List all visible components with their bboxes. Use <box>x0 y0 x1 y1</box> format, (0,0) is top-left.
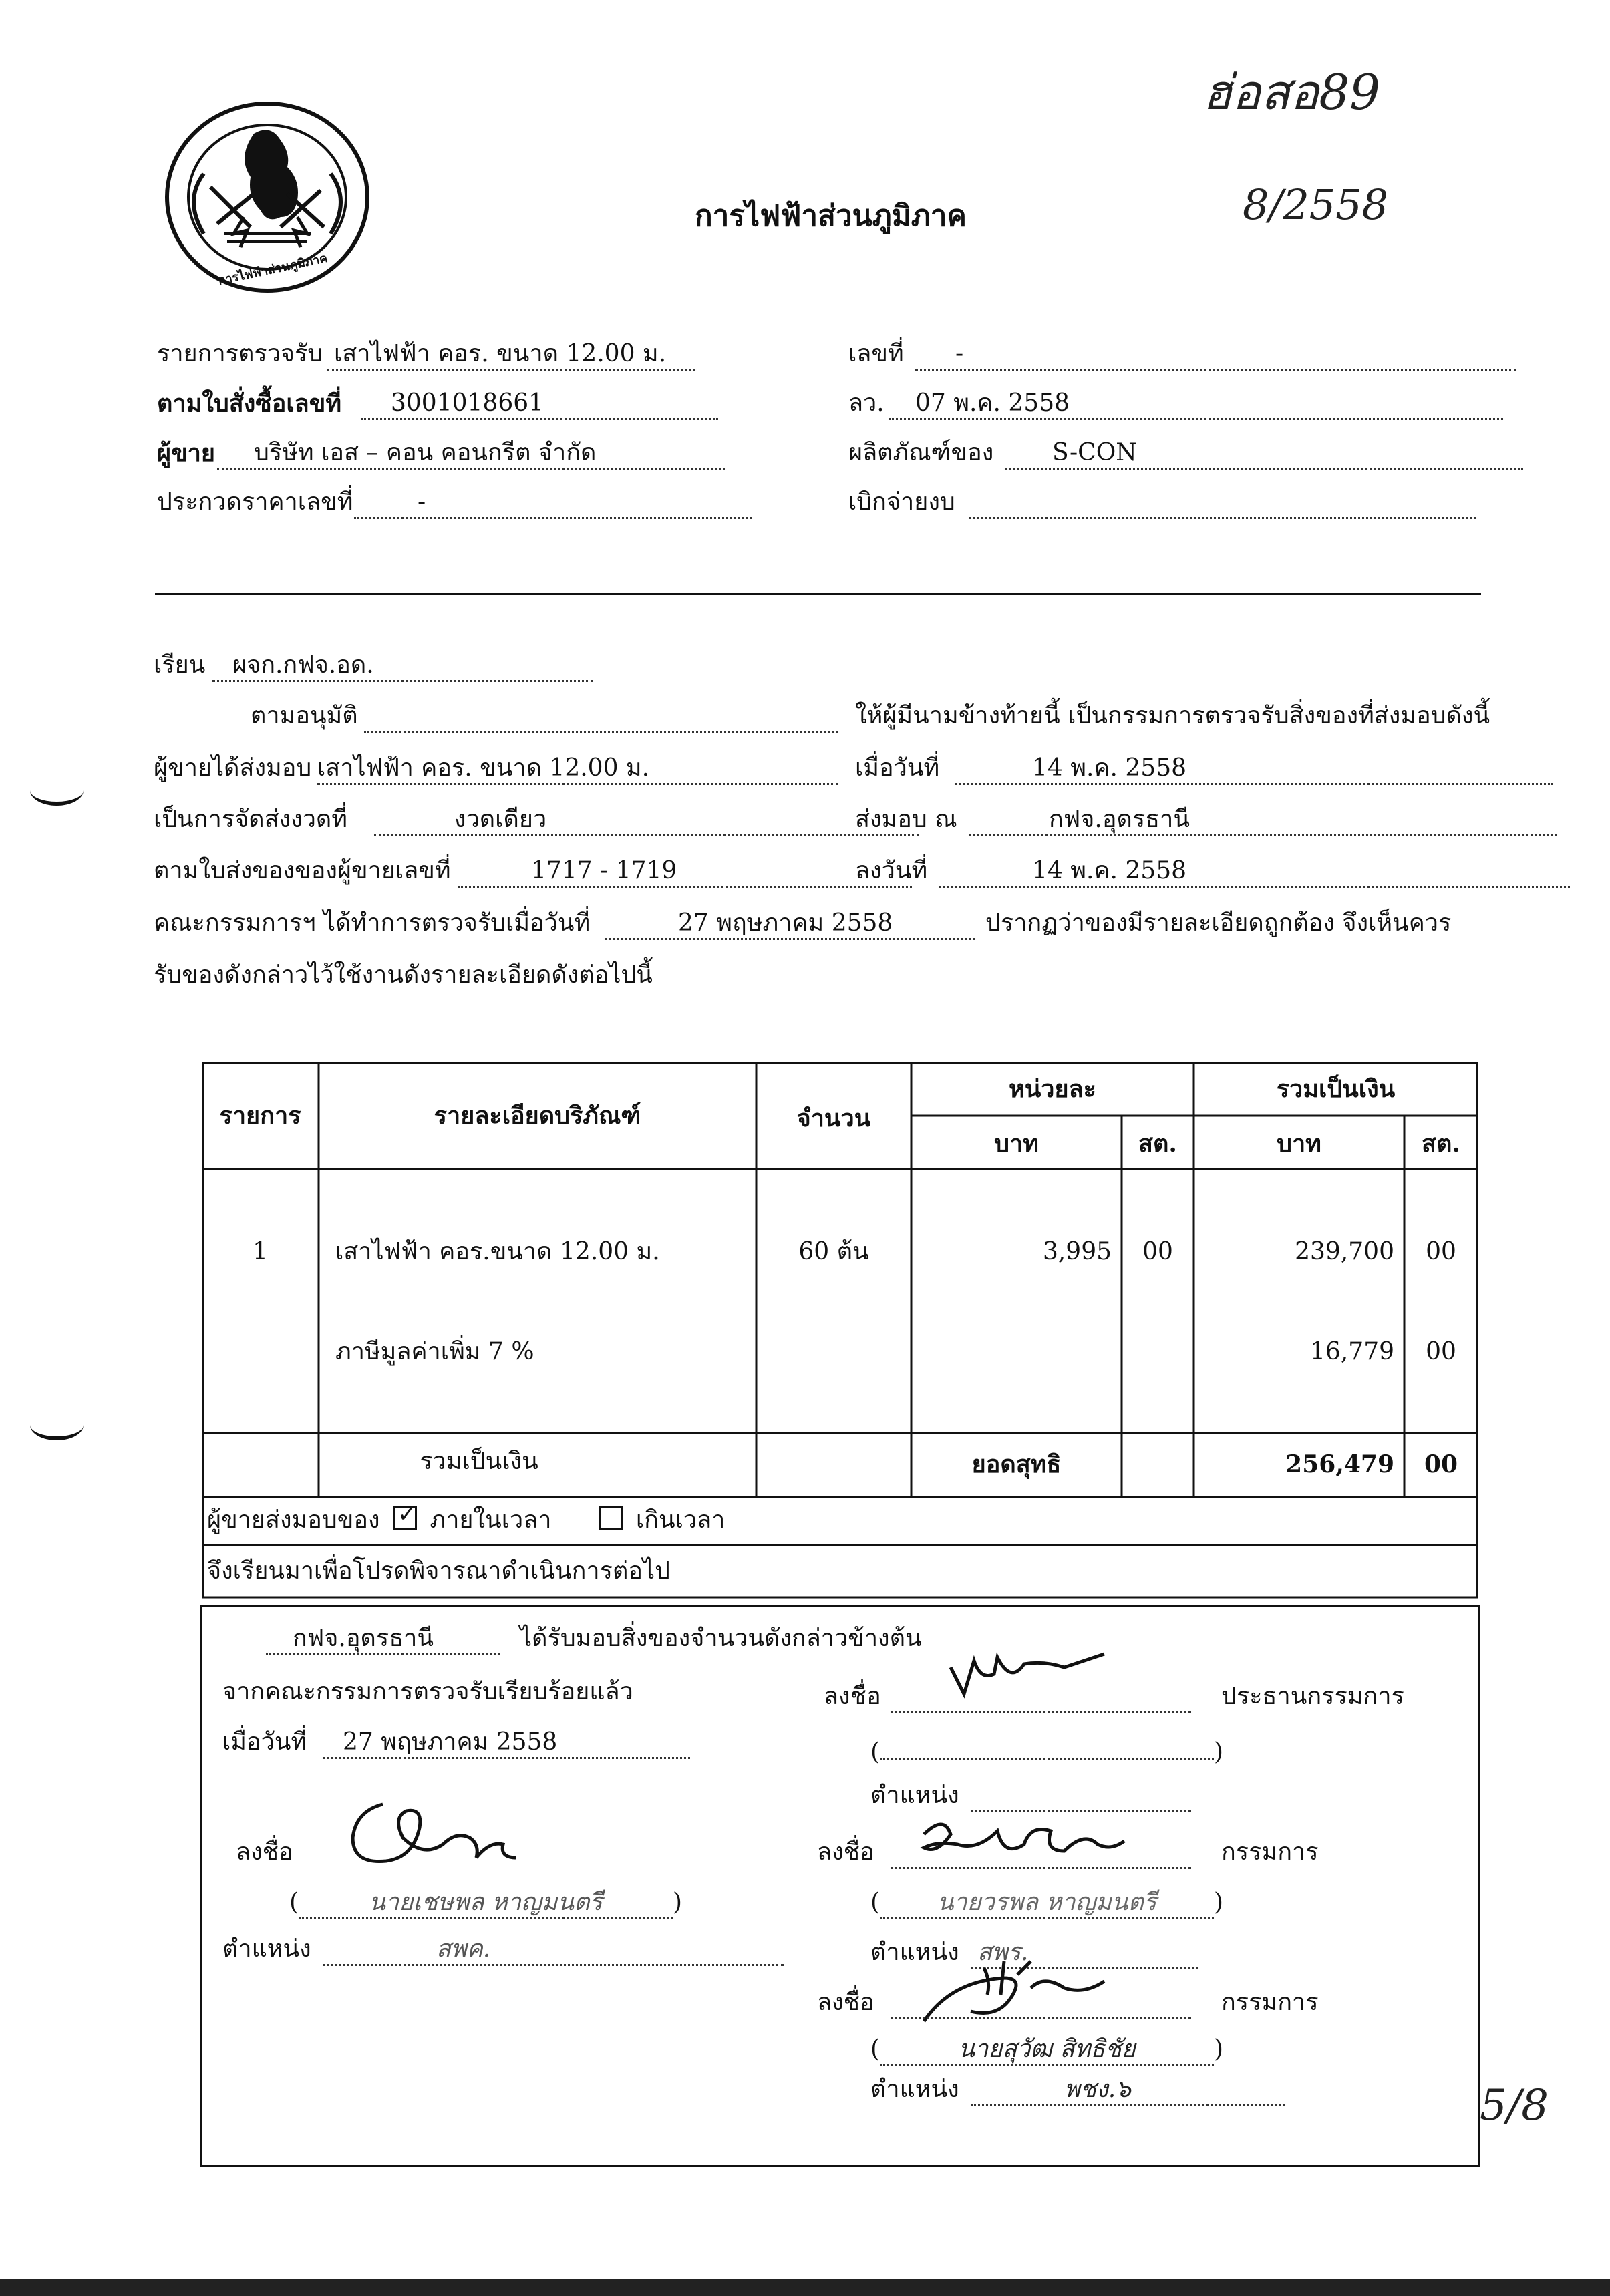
member1-position-label: ตำแหน่ง <box>870 1939 959 1966</box>
divider-line <box>155 593 1481 595</box>
row1-qty: 60 ต้น <box>798 1238 869 1265</box>
inspection-label: รายการตรวจรับ <box>157 340 323 367</box>
scan-edge-mark-2 <box>30 1410 84 1440</box>
chairman-name: ( ) <box>870 1731 1223 1767</box>
on-time-checkbox[interactable] <box>393 1501 417 1530</box>
closing-text: จึงเรียนมาเพื่อโปรดพิจารณาดำเนินการต่อไป <box>207 1557 670 1585</box>
inspection-value: เสาไฟฟ้า คอร. ขนาด 12.00 ม. <box>327 339 695 371</box>
member1-sign-label: ลงชื่อ <box>817 1838 874 1866</box>
check-mark-icon: ✓ <box>397 1501 417 1528</box>
chairman-role: ประธานกรรมการ <box>1221 1683 1404 1710</box>
to-label: เรียน <box>154 651 206 679</box>
col-header-detail: รายละเอียดบริภัณฑ์ <box>434 1102 641 1130</box>
pea-seal-logo <box>164 100 371 294</box>
row1-unit-satang: 00 <box>1142 1238 1173 1265</box>
seller-value: บริษัท เอส – คอน คอนกรีต จำกัด <box>217 438 725 470</box>
col-header-unit-price: หน่วยละ <box>1008 1075 1097 1103</box>
row2-total-baht: 16,779 <box>1310 1338 1394 1365</box>
member1-role-fill <box>891 1838 1191 1869</box>
receipt-date-value: 27 พฤษภาคม 2558 <box>323 1728 690 1759</box>
delivery-status <box>207 1501 726 1535</box>
delivery-label: ผู้ขายส่งมอบของ <box>207 1506 380 1534</box>
chairman-sign-label: ลงชื่อ <box>824 1683 881 1710</box>
col-header-unit-satang: สต. <box>1138 1130 1177 1158</box>
approve-tail: ให้ผู้มีนามข้างท้ายนี้ เป็นกรรมการตรวจรับสิ่งของที่ส่งมอบดังนี้ <box>855 702 1490 729</box>
approve-label: ตามอนุมัติ <box>251 702 358 729</box>
col-header-qty: จำนวน <box>796 1104 871 1132</box>
row1-total-baht: 239,700 <box>1295 1238 1394 1265</box>
col-header-total: รวมเป็นเงิน <box>1276 1075 1396 1103</box>
row1-no: 1 <box>253 1238 268 1265</box>
date-label: ลว. <box>848 389 884 417</box>
member2-position: พชง.๖ <box>971 2075 1285 2106</box>
seller-label: ผู้ขาย <box>157 439 216 467</box>
member2-position-label: ตำแหน่ง <box>870 2076 959 2103</box>
committee-line2: รับของดังกล่าวไว้ใช้งานดังรายละเอียดดังต่อไปนี้ <box>154 961 653 989</box>
member1-role: กรรมการ <box>1221 1838 1319 1866</box>
member2-role: กรรมการ <box>1221 1989 1319 2016</box>
receipt-from-text: จากคณะกรรมการตรวจรับเรียบร้อยแล้ว <box>222 1678 633 1705</box>
committee-date: 27 พฤษภาคม 2558 <box>605 909 975 940</box>
slip-label: ตามใบส่งของของผู้ขายเลขที่ <box>154 857 451 884</box>
handwritten-page-number: 5/8 <box>1480 2081 1549 2130</box>
po-label: ตามใบสั่งซื้อเลขที่ <box>157 389 342 418</box>
handwritten-reference: ฮ่อสอ89 <box>1202 64 1380 120</box>
row2-detail: ภาษีมูลค่าเพิ่ม 7 % <box>335 1338 534 1365</box>
product-label: ผลิตภัณฑ์ของ <box>848 439 994 466</box>
committee-label: คณะกรรมการฯ ได้ทำการตรวจรับเมื่อวันที่ <box>154 909 591 937</box>
late-checkbox[interactable] <box>599 1506 623 1530</box>
delivered-label: ผู้ขายได้ส่งมอบ <box>154 754 312 782</box>
receiver-signature <box>309 1774 563 1874</box>
no-label: เลขที่ <box>848 340 904 367</box>
delivered-date-value: 14 พ.ค. 2558 <box>955 754 1553 785</box>
receipt-box <box>200 1605 1480 2167</box>
bid-value: - <box>354 488 752 519</box>
sum-label: รวมเป็นเงิน <box>420 1448 538 1475</box>
col-header-item: รายการ <box>219 1102 301 1130</box>
net-label: ยอดสุทธิ <box>971 1450 1062 1478</box>
installment-label: เป็นการจัดส่งงวดที่ <box>154 806 348 833</box>
row1-detail: เสาไฟฟ้า คอร.ขนาด 12.00 ม. <box>335 1238 660 1265</box>
deliver-at-label: ส่งมอบ ณ <box>855 806 957 833</box>
chairman-role-fill <box>891 1682 1191 1713</box>
items-table <box>202 1062 1478 1602</box>
col-header-total-satang: สต. <box>1422 1130 1460 1158</box>
bid-label: ประกวดราคาเลขที่ <box>157 488 353 516</box>
deliver-at-value: กฟจ.อุดรธานี <box>969 805 1557 836</box>
committee-tail: ปรากฏว่าของมีรายละเอียดถูกต้อง จึงเห็นควร <box>985 909 1452 937</box>
delivered-date-label: เมื่อวันที่ <box>855 754 940 782</box>
col-header-unit-baht: บาท <box>994 1130 1039 1158</box>
late-label: เกินเวลา <box>635 1506 726 1534</box>
receipt-date-label: เมื่อวันที่ <box>222 1728 307 1756</box>
col-header-total-baht: บาท <box>1277 1130 1321 1158</box>
member1-name: ( นายวรพล หาญมนตรี ) <box>870 1888 1223 1919</box>
row1-unit-baht: 3,995 <box>1042 1238 1112 1265</box>
po-value: 3001018661 <box>361 389 718 420</box>
bottom-scan-band <box>0 2279 1610 2296</box>
slip-date-value: 14 พ.ค. 2558 <box>939 856 1570 888</box>
receipt-received-text: ได้รับมอบสิ่งของจำนวนดังกล่าวข้างต้น <box>520 1625 922 1652</box>
seal-text: การไฟฟ้าส่วนภูมิภาค <box>216 251 329 289</box>
member2-name: ( นายสุวัฒ สิทธิชัย ) <box>870 2035 1223 2066</box>
member2-role-fill <box>891 1988 1191 2019</box>
receiver-position: สพค. <box>323 1935 784 1966</box>
net-satang: 00 <box>1424 1450 1458 1478</box>
net-baht: 256,479 <box>1285 1450 1394 1478</box>
no-value: - <box>915 339 1516 371</box>
product-value: S-CON <box>1005 438 1523 470</box>
org-title: การไฟฟ้าส่วนภูมิภาค <box>695 199 967 233</box>
installment-value: งวดเดียว <box>374 805 919 836</box>
receipt-office: กฟจ.อุดรธานี <box>266 1624 500 1655</box>
slip-value: 1717 - 1719 <box>458 856 912 888</box>
receiver-position-label: ตำแหน่ง <box>222 1935 311 1963</box>
chairman-position-label: ตำแหน่ง <box>870 1782 959 1809</box>
member1-position: สพร. <box>971 1938 1198 1969</box>
handwritten-doc-number: 8/2558 <box>1243 180 1389 229</box>
disburse-value <box>969 488 1476 519</box>
on-time-label: ภายในเวลา <box>430 1506 552 1534</box>
approve-fill <box>364 701 838 733</box>
scan-edge-mark-1 <box>30 775 84 806</box>
member2-sign-label: ลงชื่อ <box>817 1989 874 2016</box>
row2-total-satang: 00 <box>1426 1338 1456 1365</box>
receiver-name: ( นายเชษพล หาญมนตรี ) <box>289 1888 682 1919</box>
delivered-value: เสาไฟฟ้า คอร. ขนาด 12.00 ม. <box>317 754 838 785</box>
to-value: ผจก.กฟจ.อด. <box>212 651 593 682</box>
slip-date-label: ลงวันที่ <box>855 857 928 884</box>
date-value: 07 พ.ค. 2558 <box>889 389 1503 420</box>
disburse-label: เบิกจ่ายงบ <box>848 488 955 516</box>
row1-total-satang: 00 <box>1426 1238 1456 1265</box>
receiver-sign-label: ลงชื่อ <box>236 1838 293 1866</box>
